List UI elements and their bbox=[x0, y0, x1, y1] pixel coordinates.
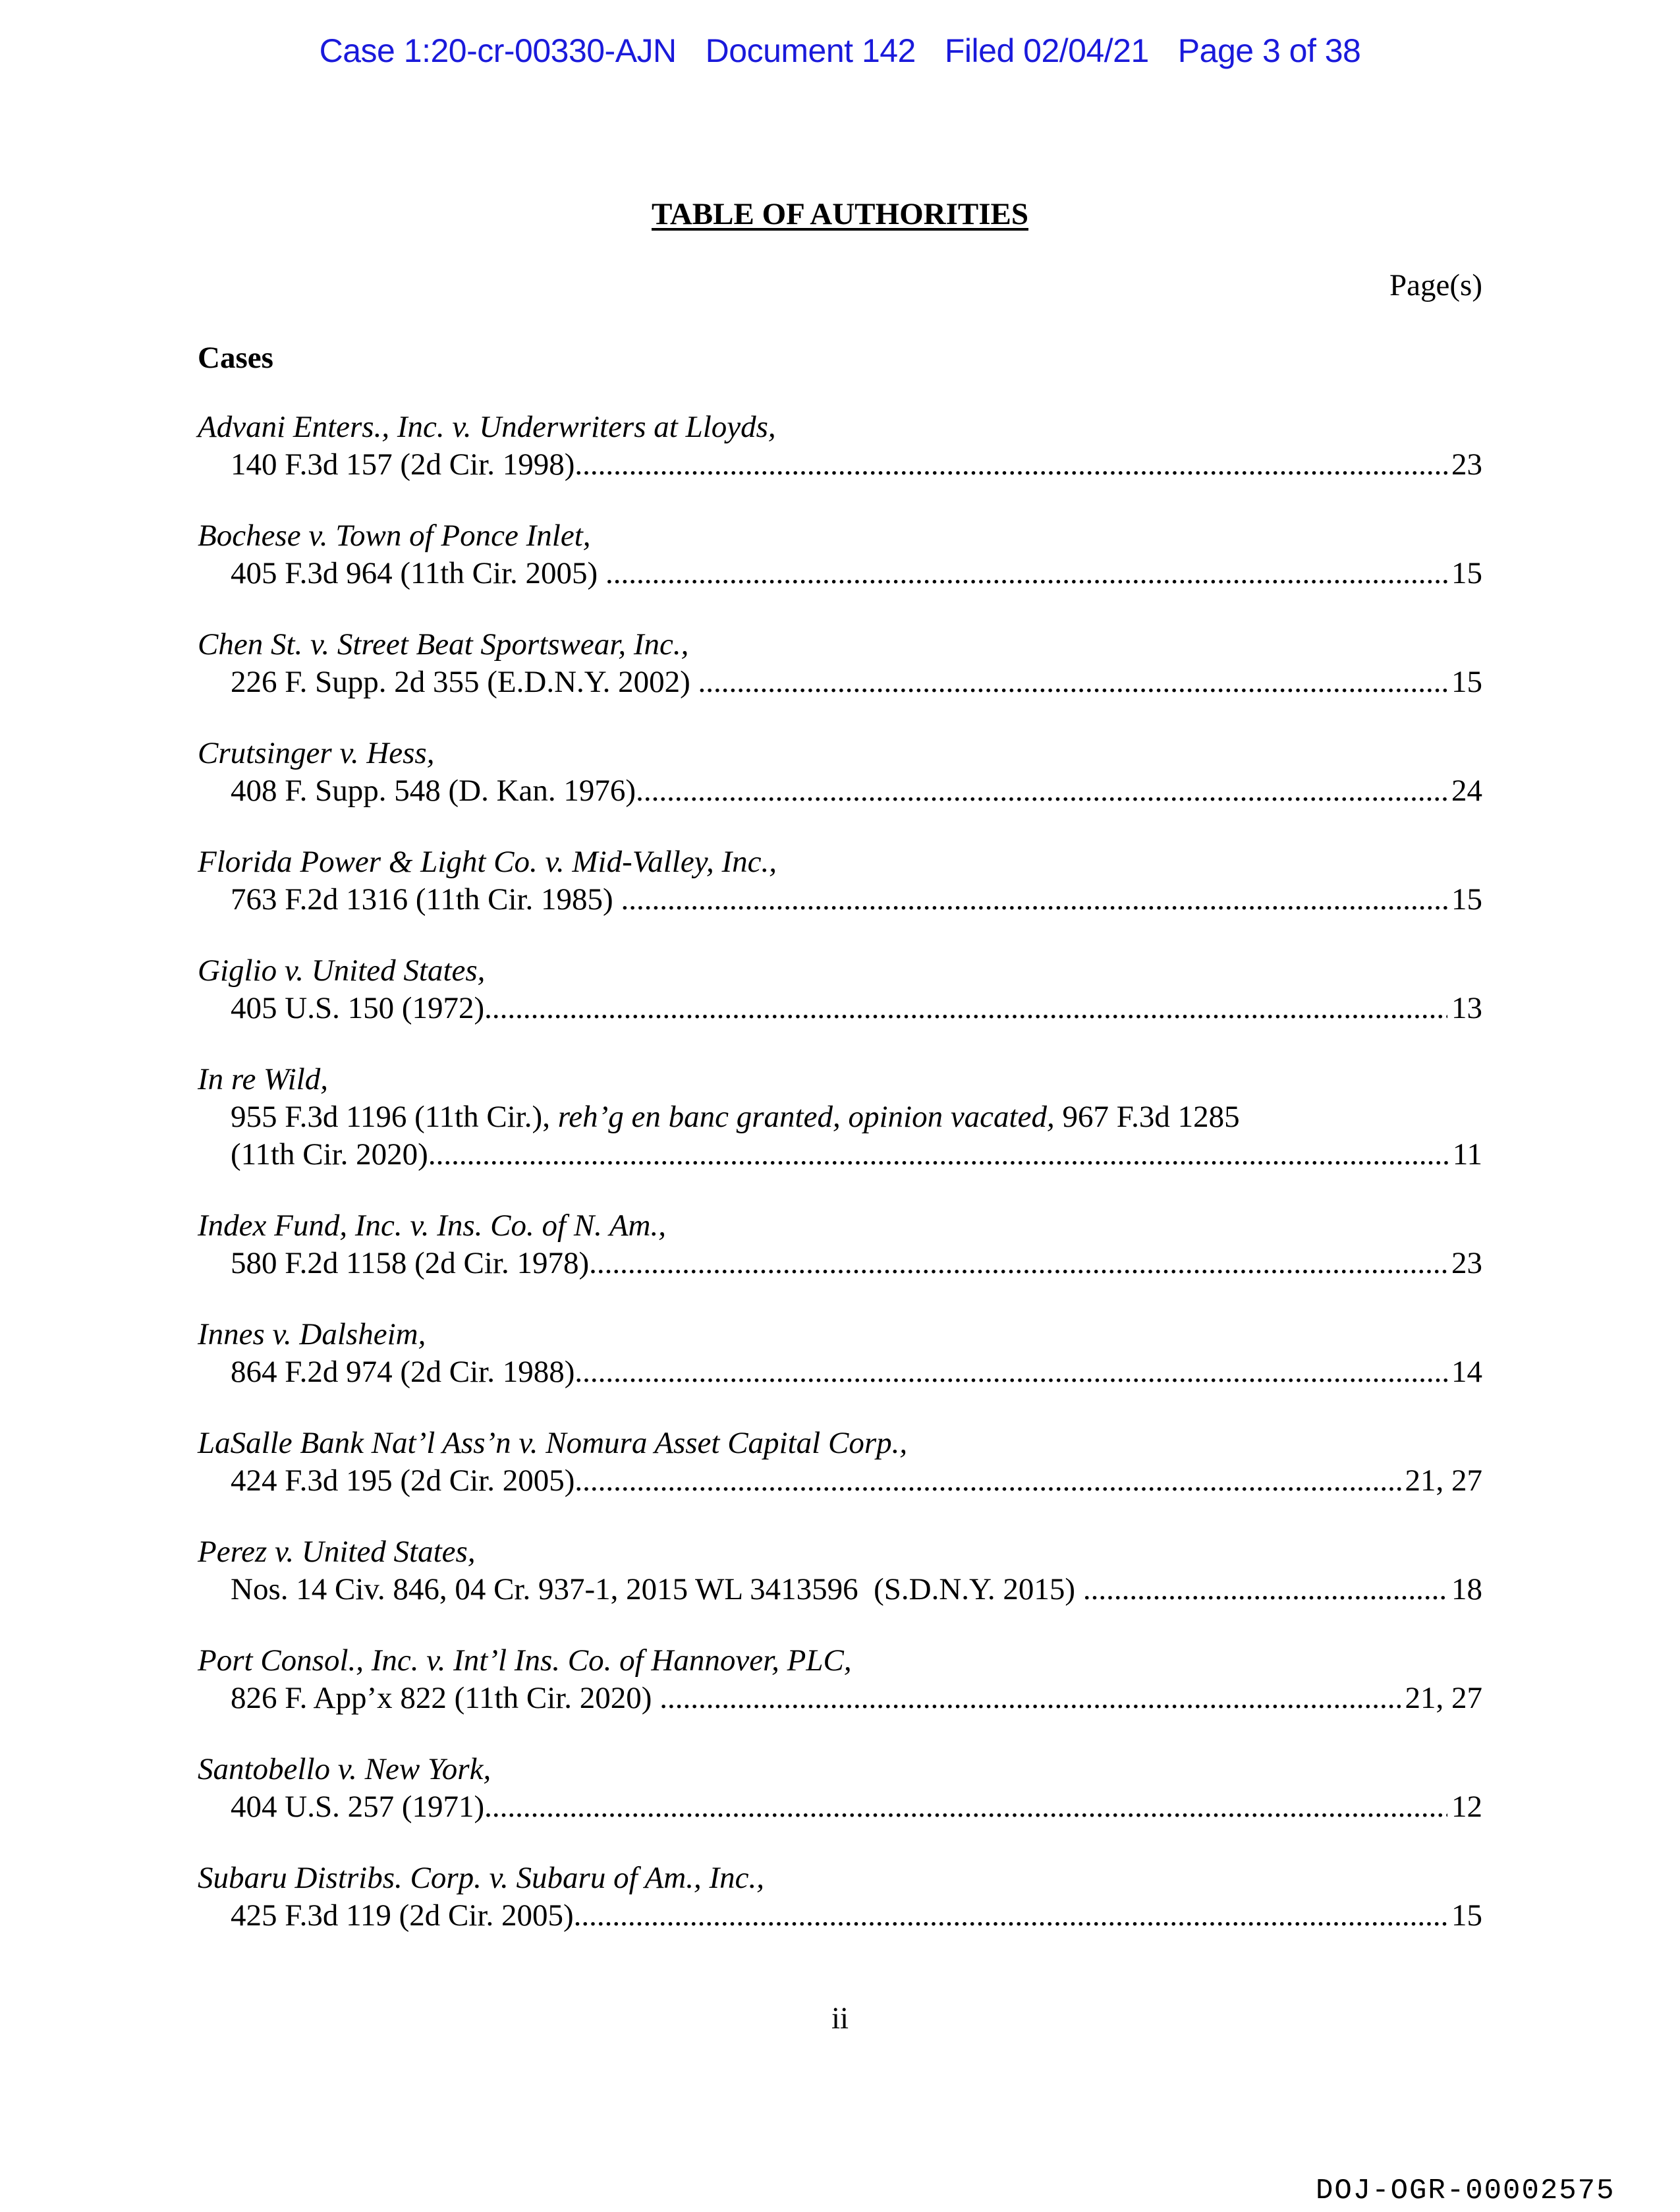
case-name: LaSalle Bank Nat’l Ass’n v. Nomura Asset Capital Corp., bbox=[198, 1426, 908, 1460]
citation-line bbox=[198, 555, 1482, 592]
case-name: Florida Power & Light Co. v. Mid-Valley, Inc., bbox=[198, 845, 777, 879]
page-reference: 12 bbox=[1451, 1790, 1482, 1824]
page-reference: 21, 27 bbox=[1405, 1463, 1482, 1498]
authority-entry bbox=[198, 1207, 1482, 1282]
authority-entry bbox=[198, 1859, 1482, 1935]
citation-text: 967 F.3d 1285 bbox=[1054, 1100, 1240, 1134]
page-reference: 14 bbox=[1451, 1355, 1482, 1389]
authority-entry bbox=[198, 1751, 1482, 1826]
case-name: Port Consol., Inc. v. Int’l Ins. Co. of Hannover, PLC, bbox=[198, 1643, 852, 1678]
citation-line bbox=[198, 990, 1482, 1027]
case-name: Crutsinger v. Hess, bbox=[198, 736, 435, 770]
page-reference: 15 bbox=[1451, 556, 1482, 590]
citation-line bbox=[198, 1245, 1482, 1282]
authority-entry bbox=[198, 626, 1482, 701]
authority-entry bbox=[198, 517, 1482, 592]
citation-text: Nos. 14 Civ. 846, 04 Cr. 937-1, 2015 WL 3413596 (S.D.N.Y. 2015) bbox=[231, 1572, 1083, 1606]
dot-leader bbox=[574, 1462, 1401, 1500]
page-reference: 24 bbox=[1451, 774, 1482, 808]
page-reference: 15 bbox=[1451, 882, 1482, 917]
page-number: ii bbox=[831, 2001, 849, 2035]
citation-line bbox=[198, 1571, 1482, 1608]
citation-text: 408 F. Supp. 548 (D. Kan. 1976) bbox=[231, 774, 636, 808]
dot-leader bbox=[428, 1136, 1449, 1174]
page-reference: 15 bbox=[1451, 665, 1482, 699]
page-count: Page 3 of 38 bbox=[1177, 32, 1361, 69]
case-name: Perez v. United States, bbox=[198, 1535, 476, 1569]
subsequent-history: reh’g en banc granted, opinion vacated, bbox=[557, 1100, 1055, 1134]
page-title: TABLE OF AUTHORITIES bbox=[652, 197, 1028, 231]
case-name: In re Wild, bbox=[198, 1062, 328, 1096]
citation-line bbox=[198, 446, 1482, 484]
dot-leader bbox=[1083, 1571, 1447, 1608]
authorities-list bbox=[198, 409, 1482, 1968]
case-name: Giglio v. United States, bbox=[198, 953, 486, 988]
authority-entry bbox=[198, 1533, 1482, 1608]
page-reference: 13 bbox=[1451, 991, 1482, 1025]
dot-leader bbox=[589, 1245, 1447, 1282]
citation-text: 226 F. Supp. 2d 355 (E.D.N.Y. 2002) bbox=[231, 665, 698, 699]
citation-line bbox=[198, 1680, 1482, 1717]
case-name: Innes v. Dalsheim, bbox=[198, 1317, 426, 1351]
citation-text: (11th Cir. 2020) bbox=[231, 1137, 428, 1172]
section-heading-cases: Cases bbox=[198, 341, 273, 375]
citation-text: 955 F.3d 1196 (11th Cir.), bbox=[231, 1100, 558, 1134]
authority-entry bbox=[198, 952, 1482, 1027]
dot-leader bbox=[659, 1680, 1401, 1717]
dot-leader bbox=[484, 1788, 1447, 1826]
citation-line bbox=[198, 772, 1482, 810]
authority-entry bbox=[198, 409, 1482, 484]
citation-line bbox=[198, 1897, 1482, 1935]
citation-text: 763 F.2d 1316 (11th Cir. 1985) bbox=[231, 882, 621, 917]
case-name: Chen St. v. Street Beat Sportswear, Inc., bbox=[198, 627, 689, 662]
citation-line bbox=[198, 1136, 1482, 1174]
citation-line bbox=[198, 1353, 1482, 1391]
citation-line bbox=[198, 664, 1482, 701]
dot-leader bbox=[574, 1353, 1447, 1391]
citation-text: 140 F.3d 157 (2d Cir. 1998) bbox=[231, 447, 575, 482]
filed-date: Filed 02/04/21 bbox=[944, 32, 1149, 69]
bates-number: DOJ-OGR-00002575 bbox=[1316, 2174, 1615, 2207]
page-reference: 18 bbox=[1451, 1572, 1482, 1606]
case-name: Subaru Distribs. Corp. v. Subaru of Am., Inc., bbox=[198, 1861, 764, 1895]
authority-entry bbox=[198, 735, 1482, 810]
authority-entry bbox=[198, 1061, 1482, 1174]
page-reference: 23 bbox=[1451, 1246, 1482, 1280]
authority-entry bbox=[198, 1316, 1482, 1391]
case-header bbox=[0, 32, 1680, 70]
authority-entry bbox=[198, 1425, 1482, 1500]
citation-text: 425 F.3d 119 (2d Cir. 2005) bbox=[231, 1898, 574, 1933]
dot-leader bbox=[636, 772, 1447, 810]
citation-line bbox=[198, 1788, 1482, 1826]
page-reference: 21, 27 bbox=[1405, 1681, 1482, 1715]
dot-leader bbox=[484, 990, 1447, 1027]
citation-text: 405 U.S. 150 (1972) bbox=[231, 991, 485, 1025]
case-number: Case 1:20-cr-00330-AJN bbox=[319, 32, 677, 69]
case-name: Santobello v. New York, bbox=[198, 1752, 491, 1786]
citation-line bbox=[198, 1098, 1482, 1136]
citation-text: 580 F.2d 1158 (2d Cir. 1978) bbox=[231, 1246, 590, 1280]
case-name: Advani Enters., Inc. v. Underwriters at Lloyds, bbox=[198, 410, 776, 444]
citation-text: 864 F.2d 974 (2d Cir. 1988) bbox=[231, 1355, 575, 1389]
case-name: Bochese v. Town of Ponce Inlet, bbox=[198, 519, 591, 553]
citation-line bbox=[198, 1462, 1482, 1500]
pages-column-label: Page(s) bbox=[1389, 268, 1482, 302]
document-number: Document 142 bbox=[705, 32, 916, 69]
page-reference: 11 bbox=[1452, 1137, 1482, 1172]
authority-entry bbox=[198, 1642, 1482, 1717]
page-reference: 15 bbox=[1451, 1898, 1482, 1933]
authority-entry bbox=[198, 843, 1482, 919]
dot-leader bbox=[605, 555, 1447, 592]
citation-text: 826 F. App’x 822 (11th Cir. 2020) bbox=[231, 1681, 660, 1715]
dot-leader bbox=[574, 1897, 1447, 1935]
citation-text: 404 U.S. 257 (1971) bbox=[231, 1790, 485, 1824]
dot-leader bbox=[621, 881, 1447, 919]
page-reference: 23 bbox=[1451, 447, 1482, 482]
citation-line bbox=[198, 881, 1482, 919]
citation-text: 424 F.3d 195 (2d Cir. 2005) bbox=[231, 1463, 575, 1498]
dot-leader bbox=[574, 446, 1447, 484]
dot-leader bbox=[698, 664, 1447, 701]
citation-text: 405 F.3d 964 (11th Cir. 2005) bbox=[231, 556, 605, 590]
case-name: Index Fund, Inc. v. Ins. Co. of N. Am., bbox=[198, 1208, 666, 1243]
